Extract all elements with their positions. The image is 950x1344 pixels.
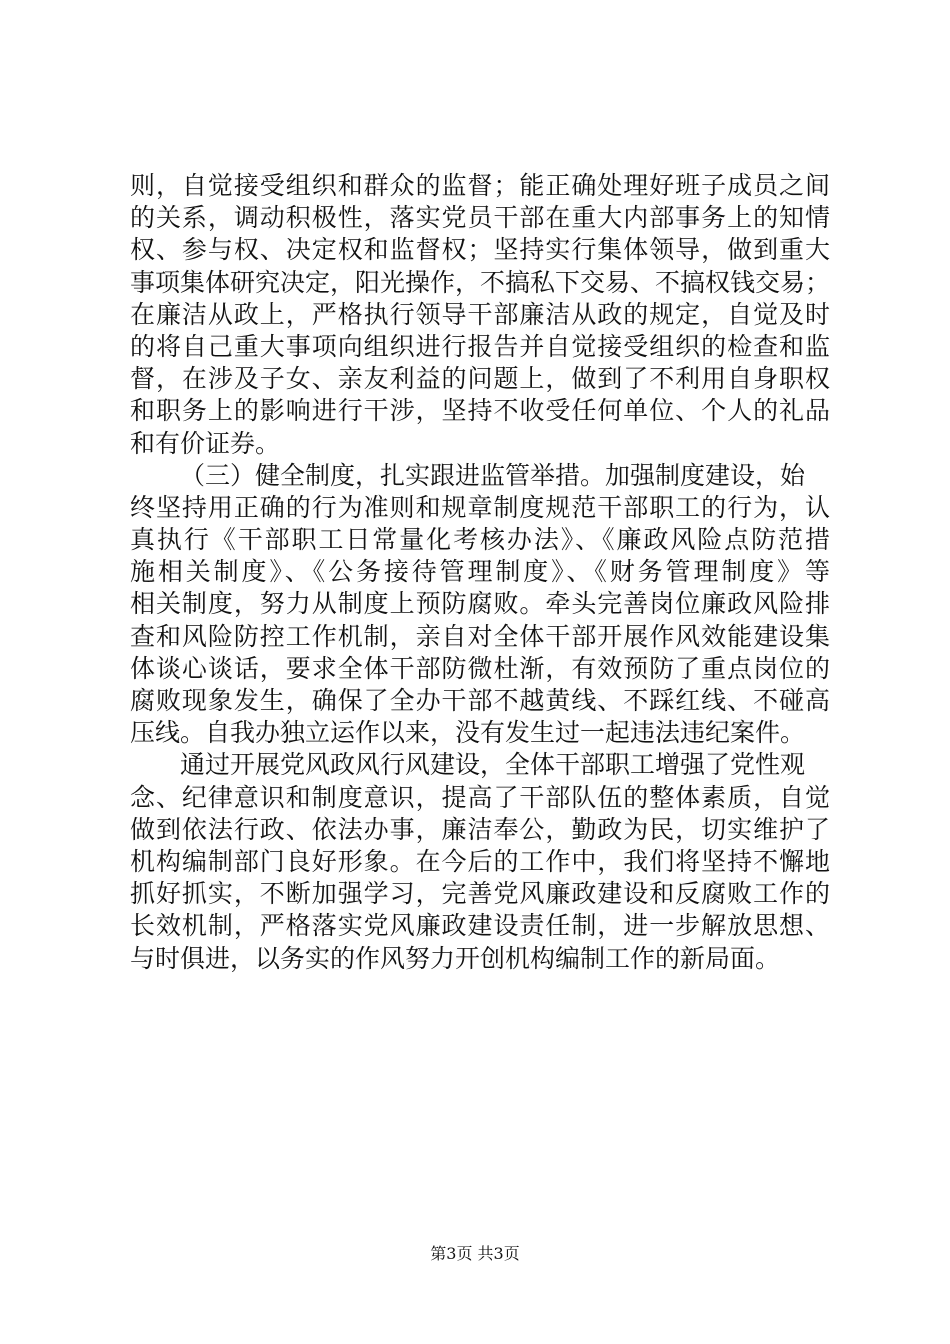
text-line: 通过开展党风政风行风建设，全体干部职工增强了党性观 <box>180 750 806 780</box>
text-line: 压线。自我办独立运作以来，没有发生过一起违法违纪案件。 <box>130 718 806 748</box>
text-line: 长效机制，严格落实党风廉政建设责任制，进一步解放思想、 <box>130 911 830 941</box>
text-line: 查和风险防控工作机制，亲自对全体干部开展作风效能建设集 <box>130 621 830 651</box>
text-line: 施相关制度》、《公务接待管理制度》、《财务管理制度》等 <box>130 557 830 587</box>
page-footer: 第3页 共3页 <box>430 1244 520 1263</box>
text-line: 终坚持用正确的行为准则和规章制度规范干部职工的行为，认 <box>130 492 830 522</box>
text-line: 事项集体研究决定，阳光操作，不搞私下交易、不搞权钱交易； <box>130 267 831 297</box>
text-line: 的关系，调动积极性，落实党员干部在重大内部事务上的知情 <box>130 203 830 233</box>
text-line: 腐败现象发生，确保了全办干部不越黄线、不踩红线、不碰高 <box>130 686 830 715</box>
text-line: 和职务上的影响进行干涉，坚持不收受任何单位、个人的礼品 <box>130 396 830 426</box>
text-line: 相关制度，努力从制度上预防腐败。牵头完善岗位廉政风险排 <box>130 589 830 619</box>
text-line: 抓好抓实，不断加强学习，完善党风廉政建设和反腐败工作的 <box>130 879 830 909</box>
text-line: （三）健全制度，扎实跟进监管举措。加强制度建设，始 <box>180 460 806 490</box>
text-line: 则，自觉接受组织和群众的监督；能正确处理好班子成员之间 <box>130 171 830 200</box>
text-line: 真执行《干部职工日常量化考核办法》、《廉政风险点防范措 <box>130 525 830 555</box>
body-text <box>130 170 830 975</box>
text-line: 与时俱进，以务实的作风努力开创机构编制工作的新局面。 <box>130 943 781 973</box>
text-line: 机构编制部门良好形象。在今后的工作中，我们将坚持不懈地 <box>130 846 830 876</box>
text-line: 权、参与权、决定权和监督权；坚持实行集体领导，做到重大 <box>130 235 830 265</box>
text-line: 督，在涉及子女、亲友利益的问题上，做到了不利用自身职权 <box>130 364 830 394</box>
text-line: 做到依法行政、依法办事，廉洁奉公，勤政为民，切实维护了 <box>130 814 830 844</box>
text-line: 在廉洁从政上，严格执行领导干部廉洁从政的规定，自觉及时 <box>130 299 830 329</box>
text-line: 体谈心谈话，要求全体干部防微杜渐，有效预防了重点岗位的 <box>130 653 830 683</box>
text-line: 的将自己重大事项向组织进行报告并自觉接受组织的检查和监 <box>130 331 830 361</box>
text-line: 念、纪律意识和制度意识，提高了干部队伍的整体素质，自觉 <box>130 782 830 812</box>
text-line: 和有价证券。 <box>130 428 281 458</box>
